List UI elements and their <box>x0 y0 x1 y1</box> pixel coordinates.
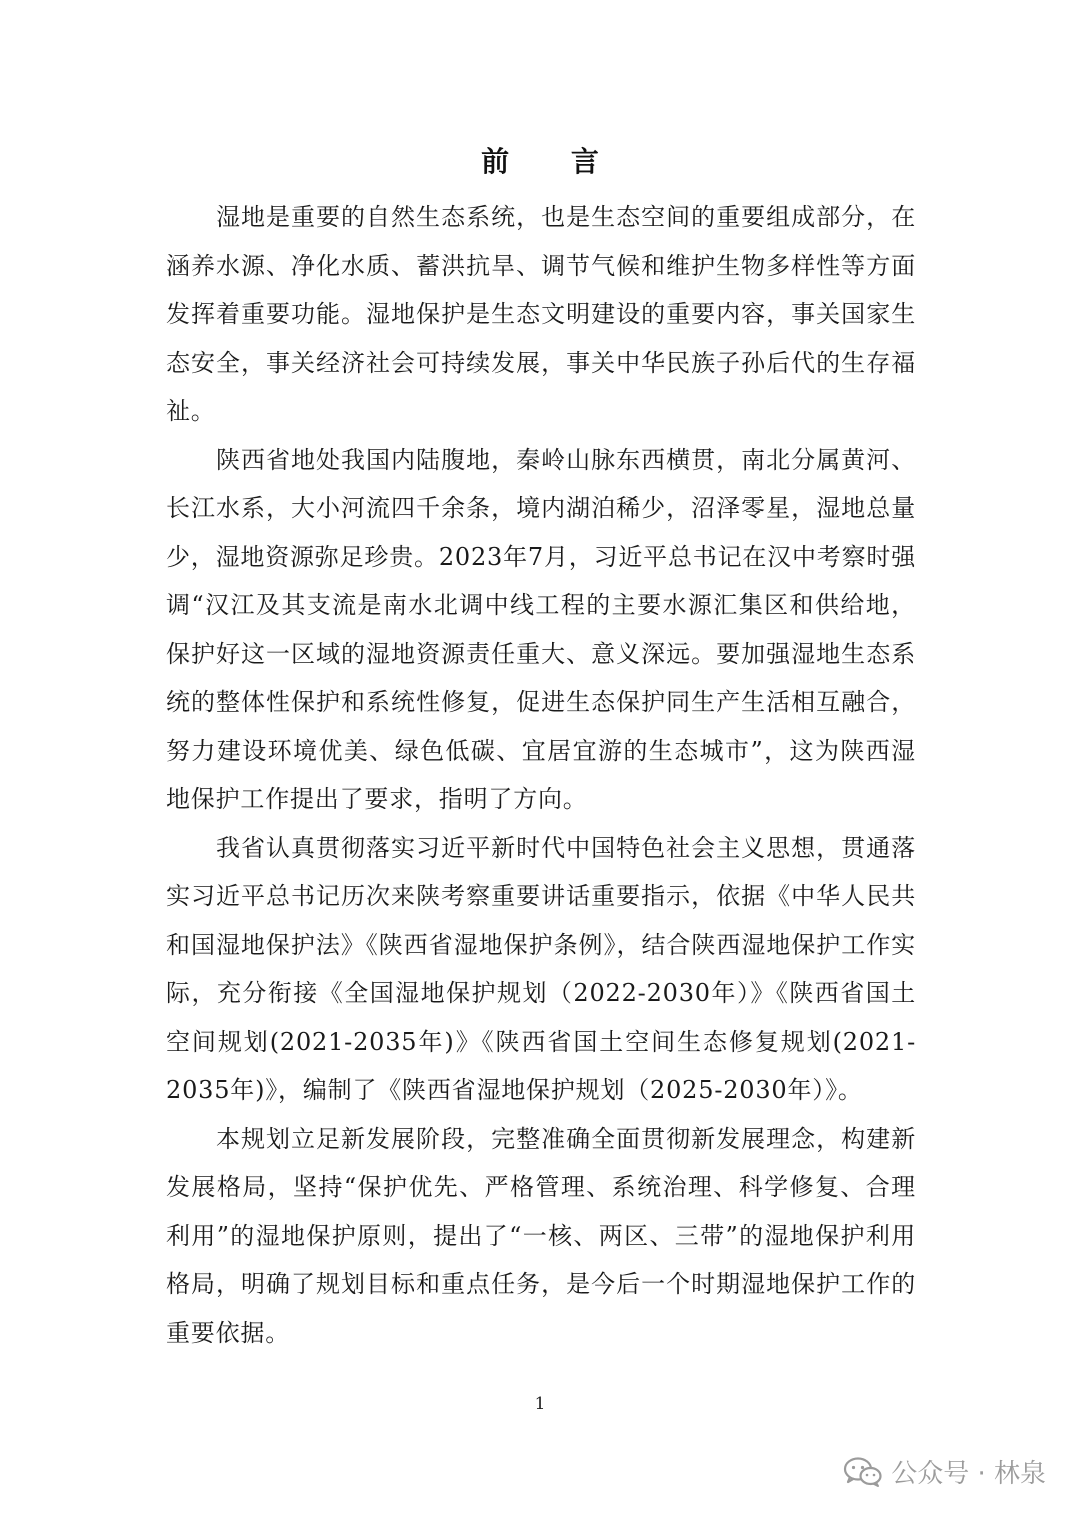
paragraph: 湿地是重要的自然生态系统，也是生态空间的重要组成部分，在涵养水源、净化水质、蓄洪抗旱、调节气候和维护生物多样性等方面发挥着重要功能。湿地保护是生态文明建设的重要内容，事关国家生态安全，事关经济社会可持续发展，事关中华民族子孙后代的生存福祉。 <box>166 203 916 425</box>
page-number: 1 <box>534 1394 546 1414</box>
paragraph: 本规划立足新发展阶段，完整准确全面贯彻新发展理念，构建新发展格局，坚持“保护优先、严格管理、系统治理、科学修复、合理利用”的湿地保护原则，提出了“一核、两区、三带”的湿地保护利用格局，明确了规划目标和重点任务，是今后一个时期湿地保护工作的重要依据。 <box>166 1124 916 1347</box>
page-title: 前 言 <box>481 145 625 178</box>
paragraph: 我省认真贯彻落实习近平新时代中国特色社会主义思想，贯通落实习近平总书记历次来陕考察重要讲话重要指示，依据《中华人民共和国湿地保护法》《陕西省湿地保护条例》，结合陕西湿地保护工作实际，充分衔接《全国湿地保护规划（2022-2030年）》《陕西省国土空间规划(2021-2035年)》《陕西省国土空间生态修复规划(2021-2035年)》，编制了《陕西省湿地保护规划（2025-2030年）》。 <box>166 833 916 1104</box>
body-text <box>166 193 916 1357</box>
watermark <box>843 1453 1046 1490</box>
watermark-text: 公众号 · 林泉 <box>891 1459 1046 1489</box>
wechat-icon <box>843 1456 883 1488</box>
paragraph: 陕西省地处我国内陆腹地，秦岭山脉东西横贯，南北分属黄河、长江水系，大小河流四千余条，境内湖泊稀少，沼泽零星，湿地总量少，湿地资源弥足珍贵。2023年7月，习近平总书记在汉中考察时强调“汉江及其支流是南水北调中线工程的主要水源汇集区和供给地，保护好这一区域的湿地资源责任重大、意义深远。要加强湿地生态系统的整体性保护和系统性修复，促进生态保护同生产生活相互融合，努力建设环境优美、绿色低碳、宜居宜游的生态城市”，这为陕西湿地保护工作提出了要求，指明了方向。 <box>166 445 916 813</box>
